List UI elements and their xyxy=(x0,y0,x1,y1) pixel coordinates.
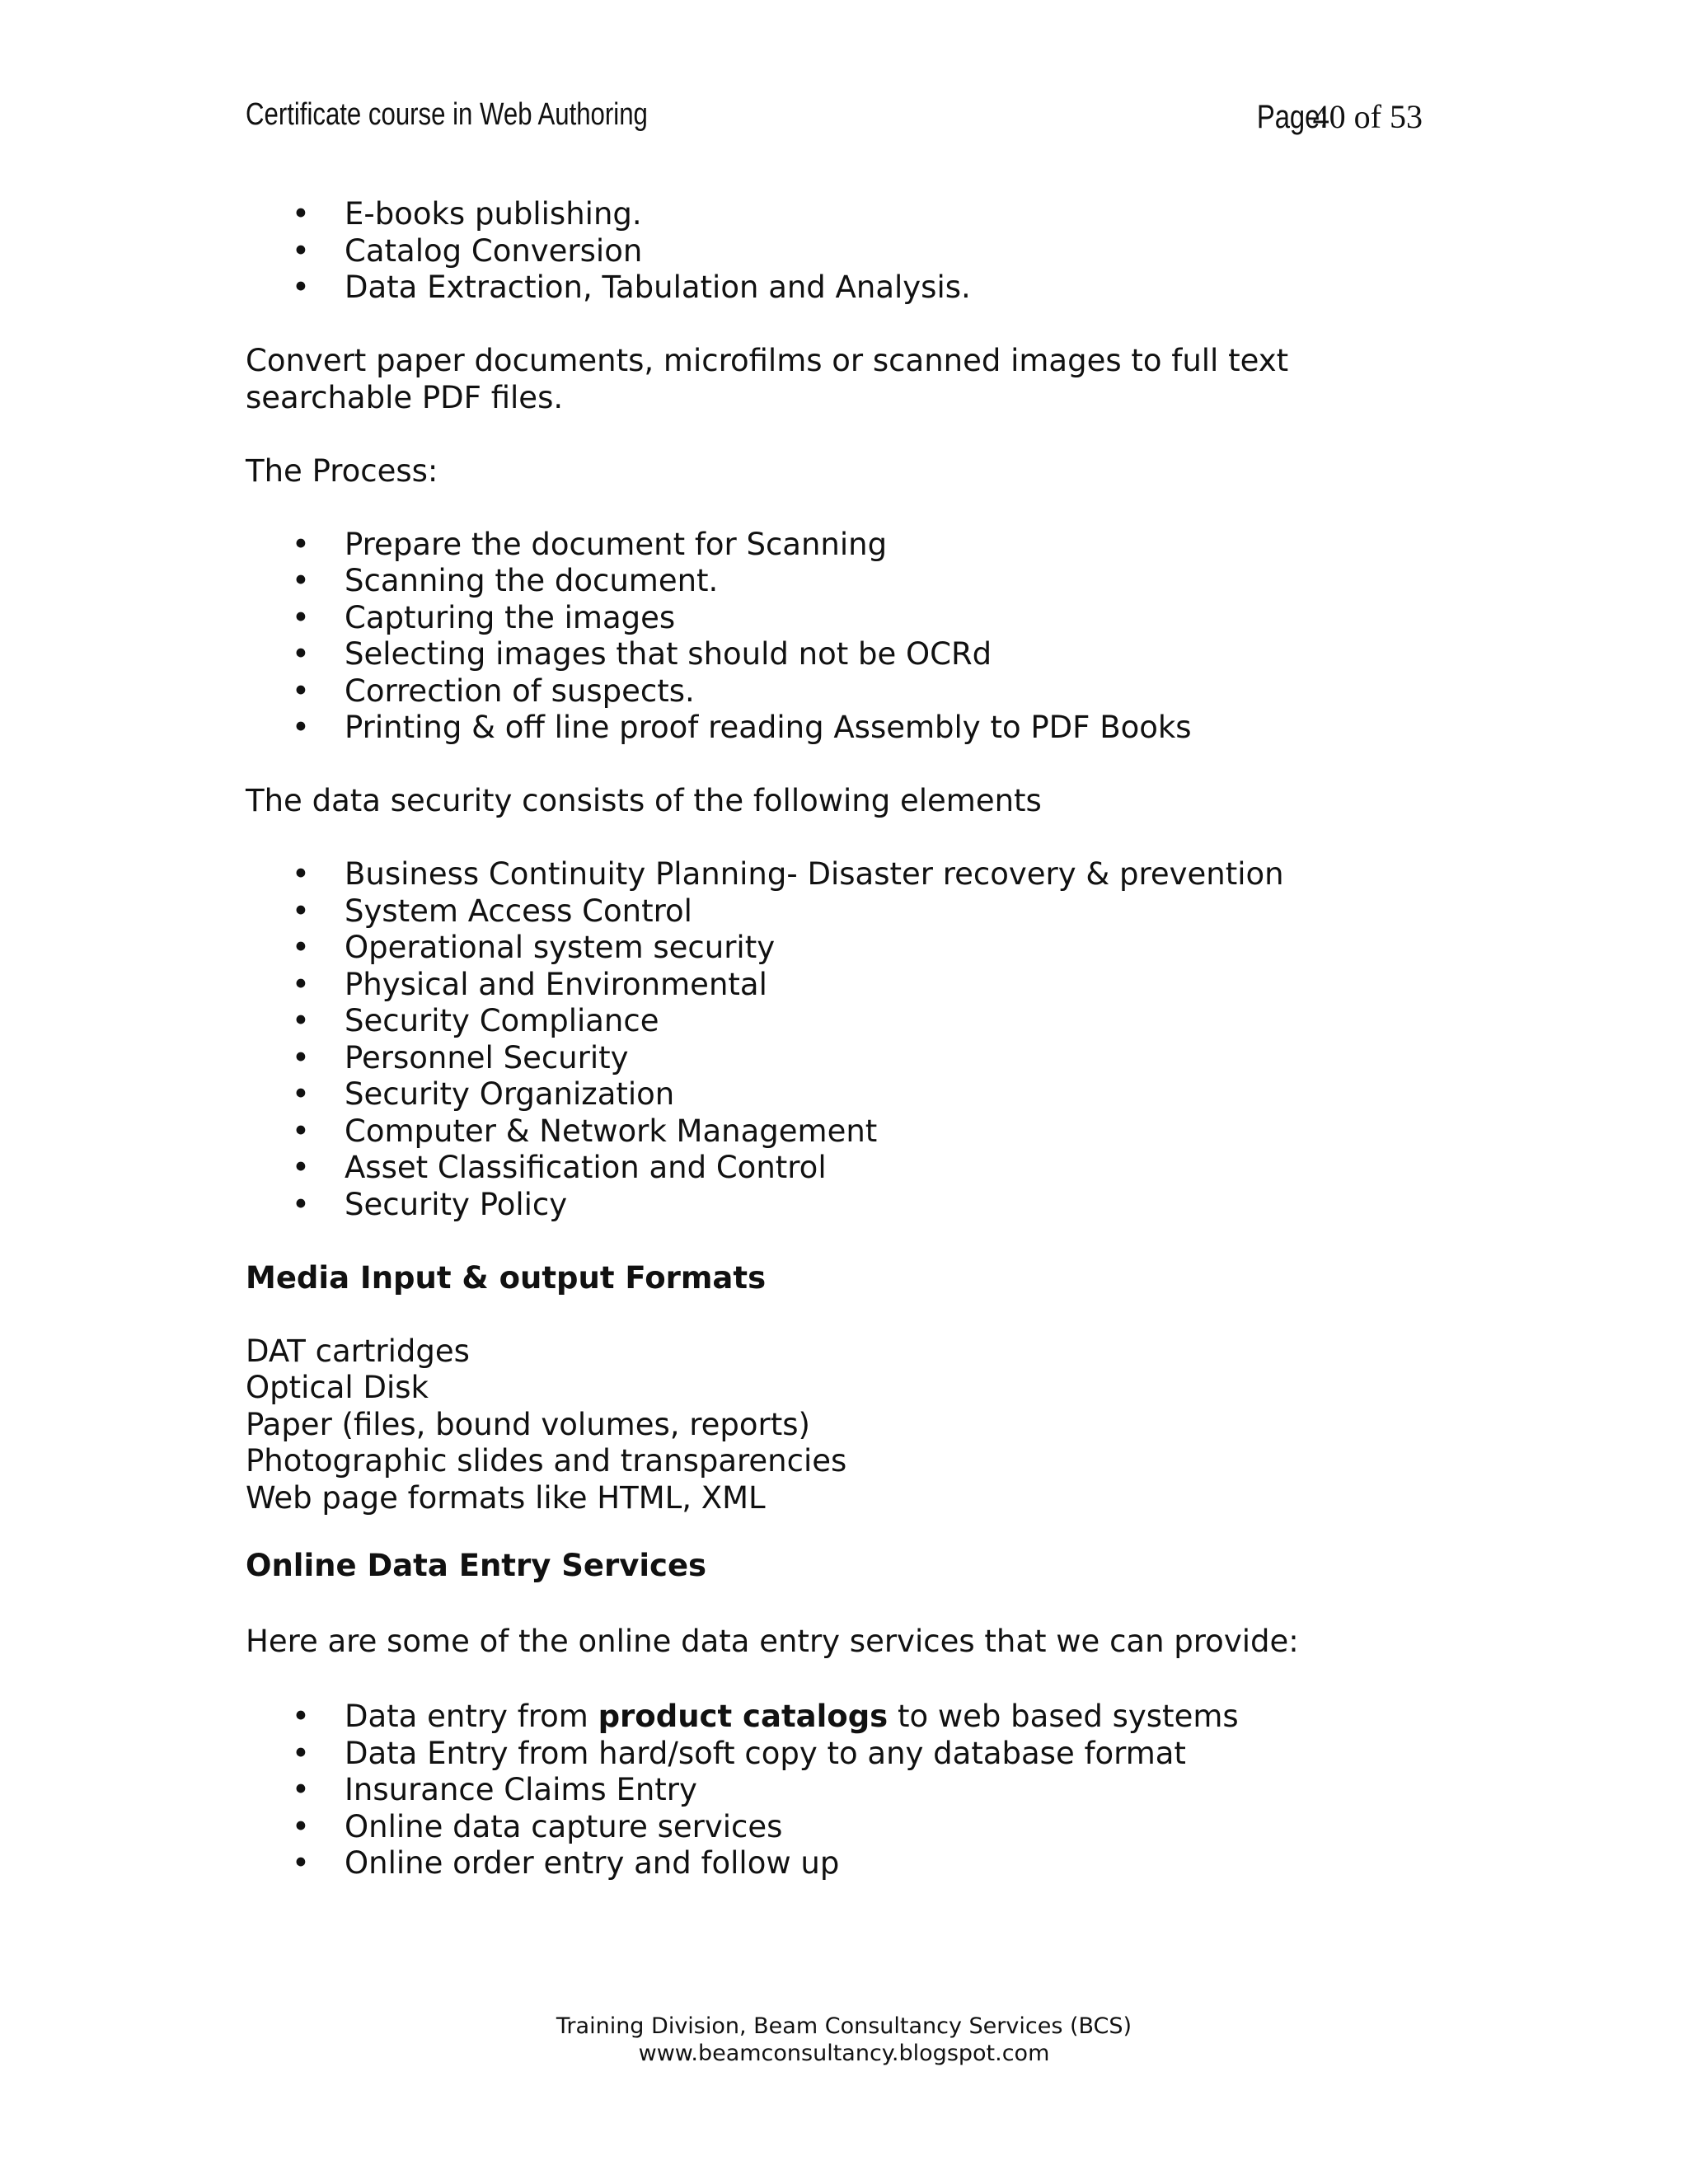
list-item: • Computer & Network Management xyxy=(292,1113,878,1149)
list-item: • Operational system security xyxy=(292,930,776,965)
bullet-icon: • xyxy=(292,710,310,745)
bullet-icon: • xyxy=(292,563,310,598)
list-item: • Security Organization xyxy=(292,1076,675,1112)
list-item: • Asset Classification and Control xyxy=(292,1150,827,1185)
bullet-icon: • xyxy=(292,966,310,1002)
security-list xyxy=(246,856,1449,1223)
document-body xyxy=(246,196,1449,1882)
media-formats-list xyxy=(246,1333,1449,1517)
bullet-icon: • xyxy=(292,1772,310,1807)
bullet-icon: • xyxy=(292,1113,310,1149)
list-item: • Printing & off line proof reading Assembly to PDF Books xyxy=(292,710,1192,745)
list-item: • Catalog Conversion xyxy=(292,232,643,269)
bullet-icon: • xyxy=(292,1039,310,1076)
page-number: 40 of 53 xyxy=(1312,98,1423,135)
page-footer xyxy=(0,2013,1688,2067)
media-line: Paper (files, bound volumes, reports) xyxy=(246,1406,810,1442)
list-item: • Correction of suspects. xyxy=(292,673,695,709)
online-services-list xyxy=(246,1699,1449,1882)
list-item: • Online order entry and follow up xyxy=(292,1845,840,1881)
list-item: • E-books publishing. xyxy=(292,196,642,232)
list-item: • Business Continuity Planning- Disaster recovery & prevention xyxy=(292,856,1284,892)
bullet-icon: • xyxy=(292,196,310,232)
list-item: • Data Extraction, Tabulation and Analysis. xyxy=(292,269,971,305)
emphasis-text: product catalogs xyxy=(598,1699,889,1734)
bullet-icon: • xyxy=(292,232,310,269)
bullet-icon: • xyxy=(292,269,310,305)
bullet-icon: • xyxy=(292,1150,310,1185)
list-item: • Prepare the document for Scanning xyxy=(292,526,888,562)
online-services-heading: Online Data Entry Services xyxy=(246,1548,707,1583)
footer-organization: Training Division, Beam Consultancy Services (BCS) xyxy=(556,2013,1132,2039)
process-list xyxy=(246,527,1449,747)
media-formats-heading: Media Input & output Formats xyxy=(246,1259,767,1296)
list-item: • Security Policy xyxy=(292,1186,568,1222)
list-item: • Insurance Claims Entry xyxy=(292,1772,697,1807)
bullet-icon: • xyxy=(292,1845,310,1881)
bullet-icon: • xyxy=(292,1076,310,1112)
page-label: Page: xyxy=(1256,99,1328,135)
list-item: • Capturing the images xyxy=(292,599,676,635)
bullet-icon: • xyxy=(292,930,310,965)
bullet-icon: • xyxy=(292,1808,310,1844)
list-item: • Data entry from product catalogs to web based systems xyxy=(292,1699,1239,1734)
footer-website: www.beamconsultancy.blogspot.com xyxy=(638,2041,1050,2066)
bullet-icon: • xyxy=(292,893,310,929)
media-line: Photographic slides and transparencies xyxy=(246,1443,847,1479)
header-page-indicator xyxy=(1241,97,1423,136)
media-line: DAT cartridges xyxy=(246,1333,470,1369)
online-services-intro: Here are some of the online data entry services that we can provide: xyxy=(246,1623,1299,1659)
list-item: • Personnel Security xyxy=(292,1039,629,1076)
list-item: • Security Compliance xyxy=(292,1003,659,1038)
bullet-icon: • xyxy=(292,1699,310,1734)
bullet-icon: • xyxy=(292,599,310,635)
security-intro: The data security consists of the following elements xyxy=(246,783,1042,818)
list-item: • Scanning the document. xyxy=(292,563,719,598)
bullet-icon: • xyxy=(292,673,310,709)
bullet-icon: • xyxy=(292,1003,310,1038)
list-item: • Data Entry from hard/soft copy to any database format xyxy=(292,1735,1186,1771)
list-item: • System Access Control xyxy=(292,893,692,929)
bullet-icon: • xyxy=(292,636,310,672)
bullet-icon: • xyxy=(292,1186,310,1222)
list-item: • Physical and Environmental xyxy=(292,966,767,1002)
services-list xyxy=(246,196,1449,307)
process-heading: The Process: xyxy=(246,452,438,489)
list-item: • Online data capture services xyxy=(292,1808,783,1844)
bullet-icon: • xyxy=(292,856,310,892)
media-line: Web page formats like HTML, XML xyxy=(246,1479,766,1516)
header-course-title: Certificate course in Web Authoring xyxy=(246,97,648,132)
media-line: Optical Disk xyxy=(246,1370,429,1405)
list-item: • Selecting images that should not be OCRd xyxy=(292,636,992,672)
bullet-icon: • xyxy=(292,1735,310,1771)
convert-paragraph: Convert paper documents, microfilms or scanned images to full text searchable PDF files. xyxy=(246,343,1289,415)
bullet-icon: • xyxy=(292,526,310,562)
